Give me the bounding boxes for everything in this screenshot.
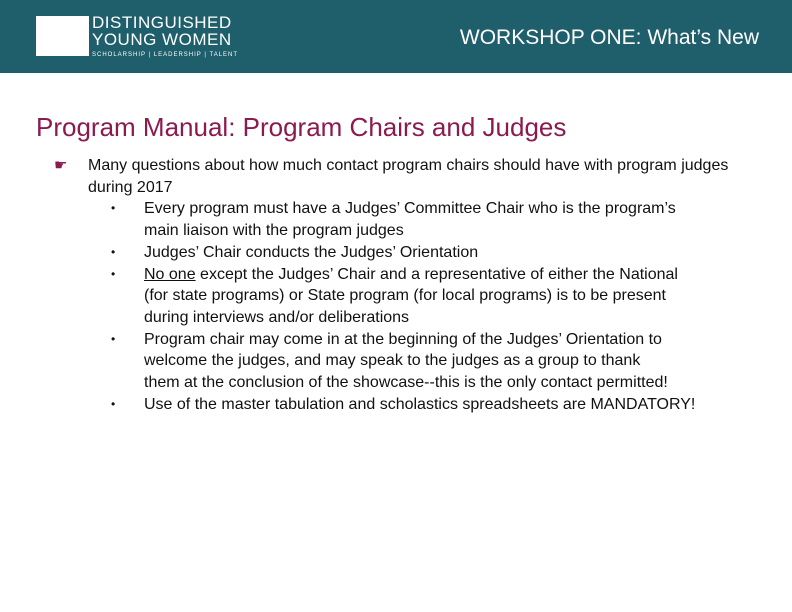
- pointing-hand-icon: ☛: [54, 157, 68, 174]
- bullet-dot-icon: •: [111, 266, 116, 281]
- bullet-dot-icon: •: [111, 244, 116, 259]
- sub-bullet: [54, 198, 704, 241]
- sub-bullet-text: them at the conclusion of the showcase--this is the only contact permitted!: [144, 374, 668, 392]
- workshop-title: WORKSHOP ONE: What’s New: [459, 26, 759, 49]
- logo: [92, 14, 238, 60]
- logo-line1: DISTINGUISHED: [92, 13, 232, 32]
- sub-bullet: [54, 329, 704, 372]
- logo-line2: YOUNG WOMEN: [92, 30, 232, 49]
- bullet-dot-icon: •: [111, 331, 116, 346]
- sub-bullet-text: except the Judges’ Chair and a representative of either the National (for state programs) or State program (for local programs) is to be present during interviews and/or deliberations: [144, 265, 678, 326]
- main-bullet: [54, 155, 754, 198]
- sub-bullet: [54, 264, 704, 329]
- header-bar: [0, 0, 792, 73]
- logo-tagline: SCHOLARSHIP | LEADERSHIP | TALENT: [92, 52, 239, 58]
- sub-bullet-text: Program chair may come in at the beginning of the Judges’ Orientation to welcome the judges, and may speak to the judges as a group to thank: [144, 330, 662, 370]
- bullet-dot-icon: •: [111, 396, 116, 411]
- sub-bullet-text: Judges’ Chair conducts the Judges’ Orientation: [144, 243, 479, 261]
- main-bullet-text: Many questions about how much contact program chairs should have with program judges during 2017: [88, 157, 729, 196]
- sub-bullet: [54, 394, 704, 416]
- logo-image: [36, 16, 89, 56]
- sub-bullet-continuation: [54, 372, 704, 394]
- sub-bullet-text: Every program must have a Judges’ Committee Chair who is the program’s main liaison with the program judges: [144, 200, 676, 240]
- sub-bullet-text: Use of the master tabulation and scholastics spreadsheets are MANDATORY!: [144, 395, 696, 413]
- sub-bullet: [54, 242, 704, 264]
- underlined-text: No one: [144, 265, 196, 283]
- slide-content: [54, 155, 754, 415]
- slide-title: Program Manual: Program Chairs and Judges: [36, 112, 567, 142]
- bullet-dot-icon: •: [111, 201, 116, 216]
